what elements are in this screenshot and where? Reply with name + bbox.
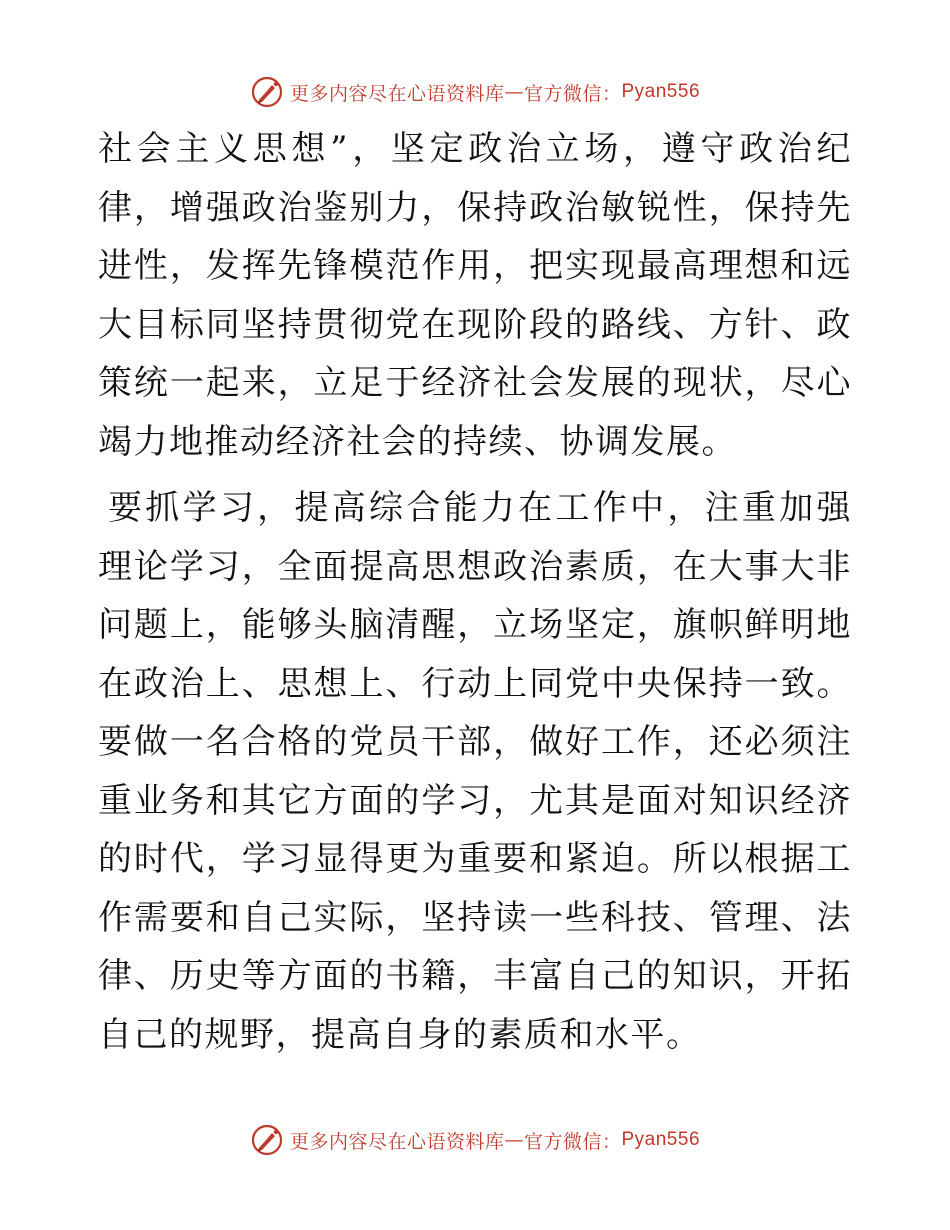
header-banner (0, 72, 950, 112)
wechat-id: Pyan556 (621, 81, 701, 102)
banner-text: 更多内容尽在心语资料库 (289, 82, 505, 105)
pen-logo-icon (250, 75, 284, 109)
wechat-label: 官方微信： (523, 1130, 622, 1153)
banner-text: 更多内容尽在心语资料库 (289, 1130, 505, 1153)
paragraph-2: 要抓学习，提高综合能力在工作中，注重加强理论学习，全面提高思想政治素质，在大事大非问题上，能够头脑清醒，立场坚定，旗帜鲜明地在政治上、思想上、行动上同党中央保持一致。要做一名合格的党员干部，做好工作，还必须注重业务和其它方面的学习，尤其是面对知识经济的时代，学习显得更为重要和紧迫。所以根据工作需要和自己实际，坚持读一些科技、管理、法律、历史等方面的书籍，丰富自己的知识，开拓自己的规野，提高自身的素质和水平。 (98, 488, 852, 1055)
pen-logo-icon (250, 1123, 284, 1157)
wechat-id: Pyan556 (621, 1129, 701, 1150)
footer-banner (0, 1120, 950, 1160)
document-body (98, 120, 852, 1064)
wechat-label: 官方微信： (523, 82, 622, 105)
paragraph-1: 社会主义思想”，坚定政治立场，遵守政治纪律，增强政治鉴别力，保持政治敏锐性，保持先进性，发挥先锋模范作用，把实现最高理想和远大目标同坚持贯彻党在现阶段的路线、方针、政策统一起来，立足于经济社会发展的现状，尽心竭力地推动经济社会的持续、协调发展。 (98, 129, 852, 462)
banner-separator: — (504, 1129, 524, 1151)
banner-separator: — (504, 81, 524, 103)
